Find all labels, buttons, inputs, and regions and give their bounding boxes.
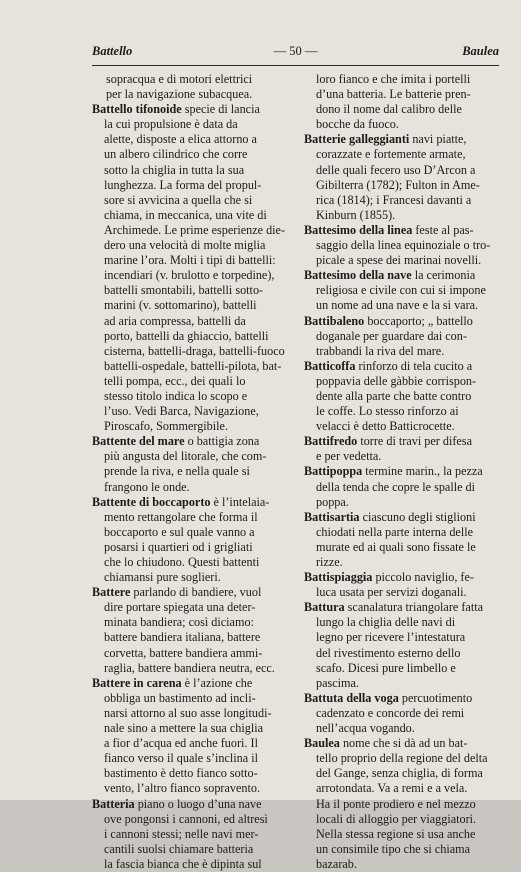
text-line: frangono le onde. — [104, 479, 190, 494]
text-line: picale a spese dei marinai novelli. — [316, 253, 482, 268]
text-line: Battispiaggia piccolo naviglio, fe- — [304, 570, 474, 585]
text-line: cisterna, battelli-draga, battelli-fuoco — [104, 343, 285, 358]
text-line: sore si avvicina a quella che si — [104, 192, 253, 207]
text-line: un albero cilindrico che corre — [104, 147, 248, 162]
text-line: che lo chiudono. Questi battenti — [104, 555, 260, 569]
running-header — [92, 44, 499, 62]
text-line: Battente di boccaporto è l’intelaia- — [92, 494, 270, 509]
text-line: dente alla parte che batte contro — [316, 388, 472, 403]
text-line: Piroscafo, Sommergibile. — [104, 419, 229, 434]
text-line: cantili suolsi chiamare batteria — [104, 841, 254, 856]
text-line: la cui propulsione è data da — [104, 117, 238, 132]
text-line: Battere parlando di bandiere, vuol — [92, 585, 262, 600]
header-right-word: Baulea — [462, 44, 499, 58]
text-line: Battesimo della nave la cerimonia — [304, 268, 476, 283]
text-line: stesso titolo indica lo scopo e — [104, 388, 248, 403]
text-line: tello proprio della regione del delta — [316, 751, 488, 766]
text-line: bazarab. — [316, 856, 357, 871]
text-line: luca usata per servizi doganali. — [316, 585, 467, 600]
right-text-column — [304, 72, 500, 872]
text-line: chiamansi pure soglieri. — [104, 570, 221, 585]
header-rule — [92, 65, 499, 66]
text-line: Ha il ponte prodiero e nel mezzo — [316, 796, 476, 811]
entry-headword: Battente di boccaporto — [92, 494, 211, 509]
left-text-column — [92, 72, 290, 872]
text-line: Battifredo torre di travi per difesa — [304, 434, 472, 449]
text-line: dire portare spiegata una deter- — [104, 600, 256, 615]
text-line: la fascia bianca che è dipinta sul — [104, 856, 262, 871]
text-line: Battisartia ciascuno degli stiglioni — [304, 509, 476, 524]
text-line: per la navigazione subacquea. — [106, 87, 253, 102]
text-line: narsi attorno al suo asse longitudi- — [104, 705, 272, 720]
entry-headword: Batteria — [92, 796, 135, 811]
text-line: lunghezza. La forma del propul- — [104, 177, 262, 192]
text-line: battere bandiera italiana, battere — [104, 630, 261, 645]
text-line: chiama, in meccanica, una vite di — [104, 207, 267, 222]
entry-headword: Battispiaggia — [304, 570, 373, 585]
text-line: legno per ricevere l’intestatura — [316, 630, 466, 645]
text-line: delle quali fecero uso D’Arcon a — [316, 162, 476, 177]
text-line: cadenzato e concorde dei remi — [316, 705, 465, 720]
text-line: Battello tifonoide specie di lancia — [92, 102, 260, 117]
entry-headword: Baulea — [304, 736, 340, 751]
text-line: velacci è detto Batticrocette. — [316, 419, 455, 434]
entry-headword: Battipoppa — [304, 464, 363, 479]
text-line: dono il nome dal calibro delle — [316, 102, 462, 117]
text-line: raglia, battere bandiera neutra, ecc. — [104, 660, 275, 675]
text-line: ove pongonsi i cannoni, ed altresì — [104, 811, 268, 826]
entry-headword: Battisartia — [304, 509, 360, 524]
entry-headword: Battibaleno — [304, 313, 365, 328]
text-line: pascima. — [316, 675, 359, 690]
text-line: i cannoni stessi; nelle navi mer- — [104, 826, 259, 841]
text-line: rizze. — [316, 555, 343, 569]
text-line: poppa. — [316, 494, 349, 509]
text-line: arrotondata. Va a remi e a vela. — [316, 781, 468, 796]
text-line: doganale per guardare dai con- — [316, 328, 467, 343]
entry-headword: Battello tifonoide — [92, 102, 182, 117]
text-line: murate ed ai quali sono fissate le — [316, 539, 476, 554]
text-line: posarsi i quartieri od i grigliati — [104, 539, 253, 554]
text-line: porto, battelli da ghiaccio, battelli — [104, 328, 269, 343]
text-line: Kinburn (1855). — [316, 207, 396, 222]
text-line: obbliga un bastimento ad incli- — [104, 690, 256, 705]
text-line: Archimede. Le prime esperienze die- — [104, 222, 286, 237]
text-line: sotto la chiglia in tutta la sua — [104, 162, 245, 177]
text-line: Nella stessa regione si usa anche — [316, 826, 476, 841]
entry-headword: Battente del mare — [92, 434, 185, 449]
text-line: Battipoppa termine marin., la pezza — [304, 464, 483, 479]
text-line: del Gange, senza chiglia, di forma — [316, 766, 483, 781]
text-line: corvetta, battere bandiera ammi- — [104, 645, 263, 660]
text-line: Batterie galleggianti navi piatte, — [304, 132, 467, 147]
text-line: un nome ad una nave e la si vara. — [316, 298, 479, 313]
text-line: poppavia delle gàbbie corrispon- — [316, 373, 477, 388]
text-line: della tenda che copre le spalle di — [316, 479, 476, 494]
text-line: nale sino a mettere la sua chiglia — [104, 721, 264, 736]
text-line: e per vedetta. — [316, 449, 382, 464]
text-line: trabbandi la riva del mare. — [316, 343, 445, 358]
text-line: mento rettangolare che forma il — [104, 509, 258, 524]
text-line: marine l’ora. Molti i tipi di battelli: — [104, 253, 276, 268]
text-line: dero una velocità di molte miglia — [104, 238, 266, 253]
text-line: marini (v. sottomarino), battelli — [104, 298, 257, 313]
text-line: lungo la chiglia delle navi di — [316, 615, 456, 630]
page-number: — 50 — — [273, 44, 318, 58]
text-line: Battibaleno boccaporto; „ battello — [304, 313, 473, 328]
text-line: un consimile tipo che si chiama — [316, 841, 470, 856]
text-line: incendiari (v. brulotto e torpedine), — [104, 268, 275, 283]
header-left-word: Battello — [92, 44, 133, 58]
text-line: più angusta del litorale, che com- — [104, 449, 267, 464]
text-line: scafo. Dicesi pure limbello e — [316, 660, 456, 675]
text-line: loro fianco e che imita i portelli — [316, 72, 471, 86]
text-line: Battere in carena è l’azione che — [92, 675, 253, 690]
entry-headword: Battesimo della linea — [304, 222, 413, 237]
text-line: nell’acqua vogando. — [316, 721, 415, 736]
text-line: locali di alloggio per viaggiatori. — [316, 811, 477, 826]
text-line: boccaporto e sul quale vanno a — [104, 524, 255, 539]
text-line: Batticoffa rinforzo di tela cucito a — [304, 358, 473, 373]
text-line: battelli smontabili, battelli sotto- — [104, 283, 264, 298]
text-line: minata bandiera; così diciamo: — [104, 615, 254, 630]
text-line: fianco verso il quale s’inclina il — [104, 751, 258, 766]
text-line: chiodati nella parte interna delle — [316, 524, 474, 539]
entry-headword: Battere in carena — [92, 675, 182, 690]
text-line: Batteria piano o luogo d’una nave — [92, 796, 262, 811]
text-line: bastimento è detto fianco sotto- — [104, 766, 258, 781]
text-line: corazzate e fortemente armate, — [316, 147, 466, 162]
text-line: sopracqua e di motori elettrici — [106, 72, 253, 86]
text-line: prende la riva, e nella quale si — [104, 464, 250, 479]
text-line: Battesimo della linea feste al pas- — [304, 222, 474, 237]
text-line: del rivestimento esterno dello — [316, 645, 461, 660]
text-line: Battura scanalatura triangolare fatta — [304, 600, 484, 615]
entry-headword: Battere — [92, 585, 131, 600]
text-line: bocche da fuoco. — [316, 117, 399, 132]
text-line: a fior d’acqua ed anche fuori. Il — [104, 736, 258, 751]
text-line: religiosa e civile con cui si impone — [316, 283, 486, 298]
text-line: le coffe. Lo stesso rinforzo ai — [316, 404, 459, 419]
text-line: vento, l’altro fianco sopravento. — [104, 781, 261, 796]
text-line: rica (1814); i Francesi davanti a — [316, 192, 472, 207]
entry-headword: Batticoffa — [304, 358, 356, 373]
text-line: battelli-ospedale, battelli-pilota, bat- — [104, 358, 282, 373]
text-line: Baulea nome che si dà ad un bat- — [304, 736, 468, 751]
text-line: Battente del mare o battigia zona — [92, 434, 260, 449]
entry-headword: Battifredo — [304, 434, 358, 449]
entry-headword: Batterie galleggianti — [304, 132, 410, 147]
text-line: saggio della linea equinoziale o tro- — [316, 238, 491, 253]
text-line: Gibilterra (1782); Fulton in Ame- — [316, 177, 480, 192]
text-line: telli pompa, ecc., dei quali lo — [104, 373, 246, 388]
text-line: d’una batteria. Le batterie pren- — [316, 87, 471, 102]
entry-headword: Battuta della voga — [304, 690, 399, 705]
text-line: ad aria compressa, battelli da — [104, 313, 246, 328]
text-line: Battuta della voga percuotimento — [304, 690, 473, 705]
text-line: l’uso. Vedi Barca, Navigazione, — [104, 404, 259, 419]
text-line: alette, disposte a elica attorno a — [104, 132, 257, 147]
entry-headword: Battesimo della nave — [304, 268, 412, 283]
entry-headword: Battura — [304, 600, 345, 615]
